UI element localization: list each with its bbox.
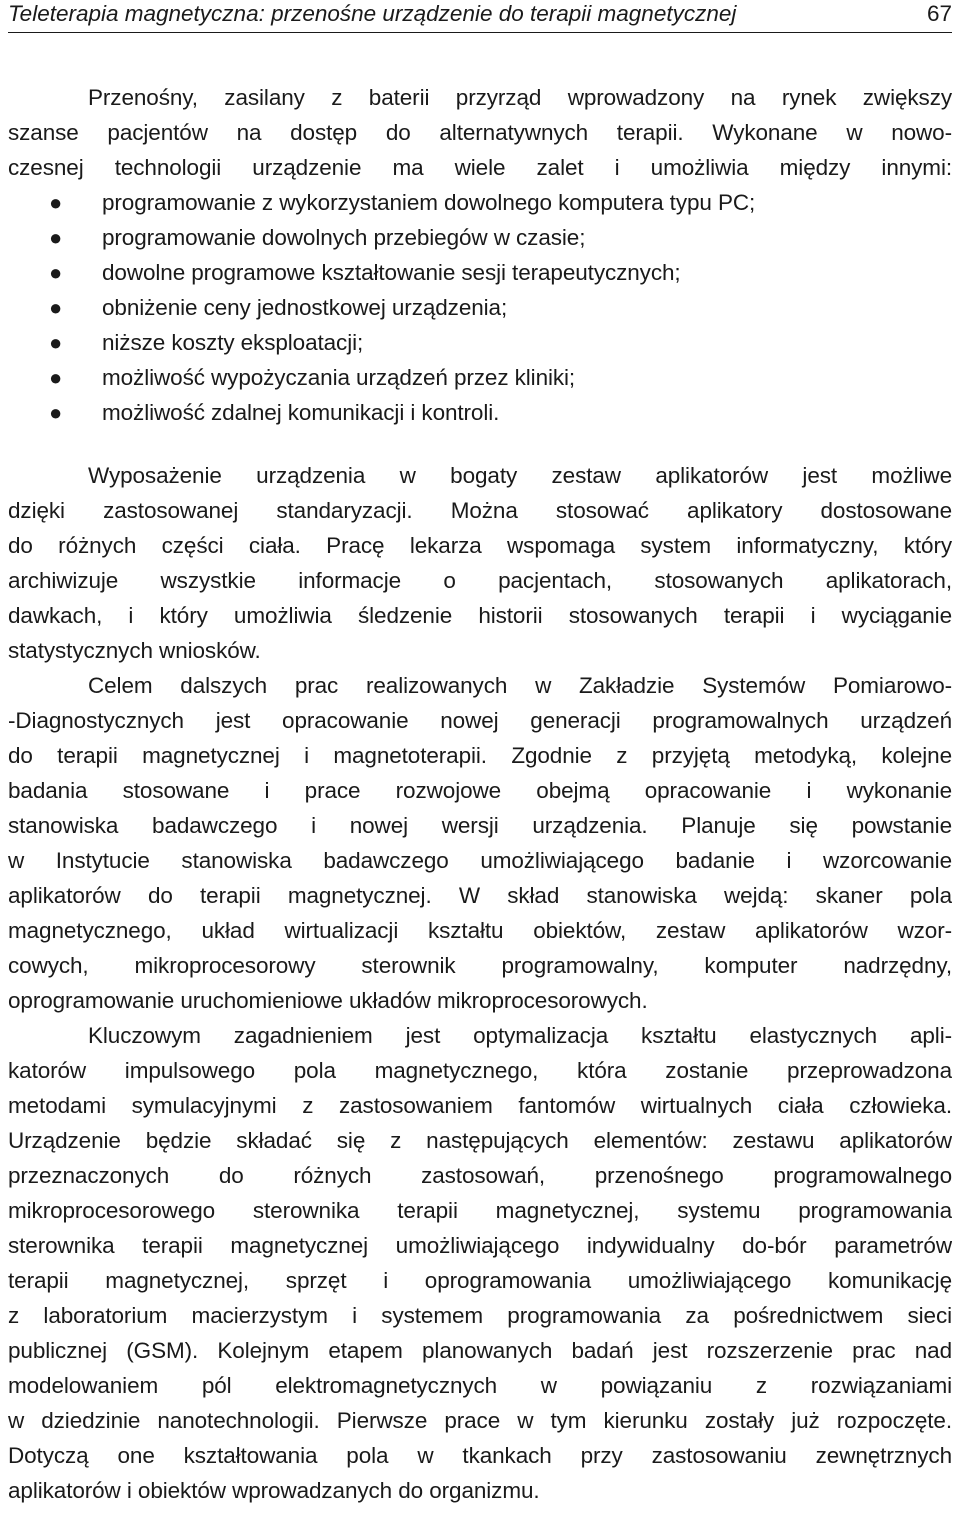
bullet-icon: ● [49,330,63,355]
text-line: metodami symulacyjnymi z zastosowaniem fantomów wirtualnych ciała człowieka. [8,1093,952,1118]
text-line: aplikatorów do terapii magnetycznej. W skład stanowiska wejdą: skaner pola [8,883,952,908]
text-line: do różnych części ciała. Pracę lekarza wspomaga system informatyczny, który [8,533,952,558]
list-item [8,395,952,430]
text-line: w dziedzinie nanotechnologii. Pierwsze prace w tym kierunku zostały już rozpoczęte. [8,1408,952,1433]
list-item [8,220,952,255]
bullet-icon: ● [49,295,63,320]
text-line: szanse pacjentów na dostęp do alternatywnych terapii. Wykonane w nowo- [8,120,952,145]
text-line: w Instytucie stanowiska badawczego umożliwiającego badanie i wzorcowanie [8,848,952,873]
list-item [8,325,952,360]
text-line: katorów impulsowego pola magnetycznego, która zostanie przeprowadzona [8,1058,952,1083]
paragraph-gap [8,430,952,458]
list-item-text: możliwość zdalnej komunikacji i kontroli. [102,400,500,425]
text-line: archiwizuje wszystkie informacje o pacjentach, stosowanych aplikatorach, [8,568,952,593]
text-line: dzięki zastosowanej standaryzacji. Można stosować aplikatory dostosowane [8,498,952,523]
text-line: Urządzenie będzie składać się z następujących elementów: zestawu aplikatorów [8,1128,952,1153]
text-line: aplikatorów i obiektów wprowadzanych do organizmu. [8,1478,540,1503]
bullet-icon: ● [49,260,63,285]
body-text [8,80,952,1508]
text-line: -Diagnostycznych jest opracowanie nowej generacji programowalnych urządzeń [8,708,952,733]
list-item [8,185,952,220]
text-line: Celem dalszych prac realizowanych w Zakładzie Systemów Pomiarowo- [88,673,952,698]
text-line: modelowaniem pól elektromagnetycznych w powiązaniu z rozwiązaniami [8,1373,952,1398]
text-line: stanowiska badawczego i nowej wersji urządzenia. Planuje się powstanie [8,813,952,838]
paragraph-3 [8,668,952,1018]
text-line: do terapii magnetycznej i magnetoterapii. Zgodnie z przyjętą metodyką, kolejne [8,743,952,768]
text-line: oprogramowanie uruchomieniowe układów mikroprocesorowych. [8,988,648,1013]
text-line: statystycznych wniosków. [8,638,261,663]
list-item [8,290,952,325]
header-title: Teleterapia magnetyczna: przenośne urządzenie do terapii magnetycznej [8,1,737,26]
list-item-text: programowanie z wykorzystaniem dowolnego komputera typu PC; [102,190,756,215]
text-line: Kluczowym zagadnieniem jest optymalizacja kształtu elastycznych apli- [88,1023,952,1048]
list-item-text: dowolne programowe kształtowanie sesji terapeutycznych; [102,260,681,285]
text-line: cowych, mikroprocesorowy sterownik programowalny, komputer nadrzędny, [8,953,952,978]
text-line: Dotyczą one kształtowania pola w tkankach przy zastosowaniu zewnętrznych [8,1443,952,1468]
list-item-text: programowanie dowolnych przebiegów w czasie; [102,225,586,250]
text-line: dawkach, i który umożliwia śledzenie historii stosowanych terapii i wyciąganie [8,603,952,628]
paragraph-1 [8,80,952,185]
bullet-icon: ● [49,365,63,390]
text-line: Przenośny, zasilany z baterii przyrząd wprowadzony na rynek zwiększy [88,85,952,110]
text-line: czesnej technologii urządzenie ma wiele zalet i umożliwia między innymi: [8,155,952,180]
text-line: magnetycznego, układ wirtualizacji kształtu obiektów, zestaw aplikatorów wzor- [8,918,952,943]
list-item [8,360,952,395]
bullet-icon: ● [49,225,63,250]
list-item-text: obniżenie ceny jednostkowej urządzenia; [102,295,508,320]
page-number: 67 [926,1,952,26]
running-header [8,0,952,33]
text-line: przeznaczonych do różnych zastosowań, przenośnego programowalnego [8,1163,952,1188]
text-line: terapii magnetycznej, sprzęt i oprogramowania umożliwiającego komunikację [8,1268,952,1293]
paragraph-2 [8,458,952,668]
list-item [8,255,952,290]
text-line: z laboratorium macierzystym i systemem programowania za pośrednictwem sieci [8,1303,952,1328]
list-item-text: niższe koszty eksploatacji; [102,330,364,355]
bullet-list [8,185,952,430]
text-line: sterownika terapii magnetycznej umożliwiającego indywidualny do-bór parametrów [8,1233,952,1258]
paragraph-4 [8,1018,952,1508]
bullet-icon: ● [49,400,63,425]
list-item-text: możliwość wypożyczania urządzeń przez kliniki; [102,365,576,390]
text-line: badania stosowane i prace rozwojowe obejmą opracowanie i wykonanie [8,778,952,803]
bullet-icon: ● [49,190,63,215]
text-line: publicznej (GSM). Kolejnym etapem planowanych badań jest rozszerzenie prac nad [8,1338,952,1363]
text-line: Wyposażenie urządzenia w bogaty zestaw aplikatorów jest możliwe [88,463,952,488]
text-line: mikroprocesorowego sterownika terapii magnetycznej, systemu programowania [8,1198,952,1223]
